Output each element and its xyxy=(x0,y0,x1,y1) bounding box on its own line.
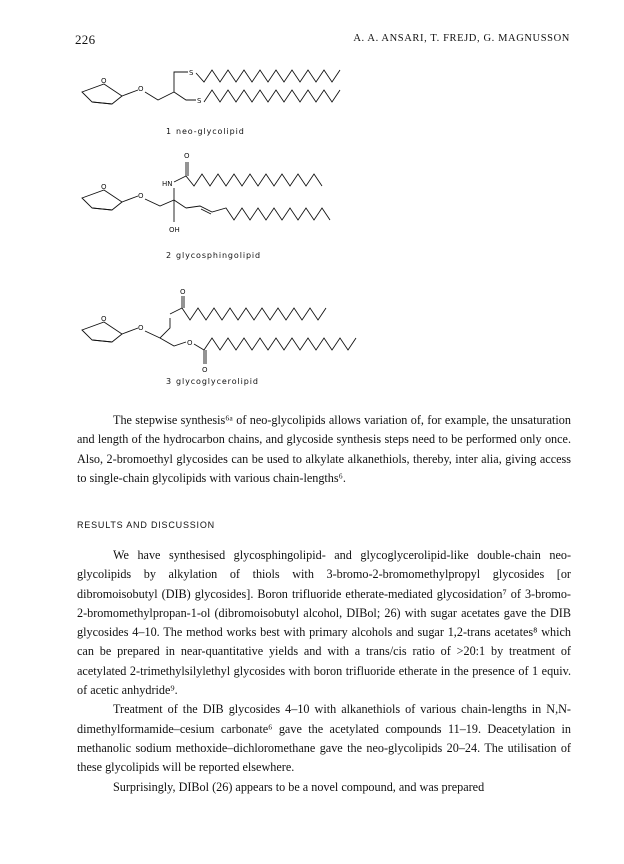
structure-2-oh: OH xyxy=(169,226,180,234)
structure-3-number: 3 xyxy=(166,377,172,386)
structure-1-s-top: S xyxy=(189,69,194,77)
structure-1-caption xyxy=(166,127,245,136)
structure-2-caption xyxy=(166,251,261,260)
structure-1-label: neo-glycolipid xyxy=(176,127,245,136)
structure-2-number: 2 xyxy=(166,251,172,260)
structure-3-ester-o: O xyxy=(187,339,193,347)
structure-3-figure xyxy=(82,290,372,375)
intro-paragraph-block xyxy=(77,411,571,488)
structure-3-ring-o: O xyxy=(101,315,107,323)
structure-2-label: glycosphingolipid xyxy=(176,251,262,260)
structure-2-carbonyl-o: O xyxy=(184,152,190,160)
structure-1-drawing xyxy=(82,62,372,124)
intro-paragraph: The stepwise synthesis⁶ᵃ of neo-glycolipids allows variation of, for example, the unsaturation and length of the hydrocarbon chains, and glycoside synthesis steps need to be performed only once. Also, 2-bromoethyl glycosides can be used to alkylate alkanethiols, thereby, inter alia, giving access to single-chain glycolipids with various chain-lengths⁶. xyxy=(77,413,571,485)
section-heading: RESULTS AND DISCUSSION xyxy=(77,520,215,530)
results-paragraph-2: Treatment of the DIB glycosides 4–10 with alkanethiols of various chain-lengths in N,N-dimethylformamide–cesium carbonate⁶ gave the acetylated compounds 11–19. Deacetylation in methanolic sodium methoxide–dichloromethane gave the neo-glycolipids 20–24. The utilisation of these glycolipids will be reported elsewhere. xyxy=(77,702,571,775)
structure-1-s-bottom: S xyxy=(197,97,202,105)
results-paragraph-3: Surprisingly, DIBol (26) appears to be a novel compound, and was prepared xyxy=(113,779,485,794)
results-paragraph-1: We have synthesised glycosphingolipid- and glycoglycerolipid-like double-chain neo-glycolipids by alkylation of thiols with 3-bromo-2-bromomethylpropyl glycosides [or dibromoisobutyl (DIB) glycosides]. Boron trifluoride etherate-mediated glycosidation⁷ of 3-bromo-2-bromomethylpropan-1-ol (dibromoisobutyl alcohol, DIBol; 26) with sugar acetates gave the DIB glycosides 4–10. The method works best with primary alcohols and sugar 1,2-trans acetates⁸ which can be prepared in near-quantitative yields and with a trans/cis ratio of >20:1 by treatment of acetylated 2-trimethylsilylethyl glycosides with boron trifluoride etherate in the presence of 1 equiv. of acetic anhydride⁹. xyxy=(77,548,571,698)
results-text-block xyxy=(77,546,571,797)
page-number: 226 xyxy=(75,32,96,47)
structure-2-figure xyxy=(82,148,372,243)
structure-3-carbonyl-o-bottom: O xyxy=(202,366,208,374)
structure-3-link-o: O xyxy=(138,324,144,332)
running-head: A. A. ANSARI, T. FREJD, G. MAGNUSSON xyxy=(353,33,570,44)
page-header xyxy=(75,30,570,52)
structure-2-ring-o: O xyxy=(101,183,107,191)
structure-3-carbonyl-o-top: O xyxy=(180,288,186,296)
structure-3-drawing xyxy=(82,290,372,375)
structure-2-drawing xyxy=(82,148,372,243)
structure-1-number: 1 xyxy=(166,127,172,136)
structure-2-link-o: O xyxy=(138,192,144,200)
structure-2-hn: HN xyxy=(162,180,173,188)
structure-3-label: glycoglycerolipid xyxy=(176,377,259,386)
structure-1-link-o: O xyxy=(138,85,144,93)
structure-1-figure xyxy=(82,62,372,124)
structure-3-caption xyxy=(166,377,259,386)
structure-1-ring-o: O xyxy=(101,77,107,85)
